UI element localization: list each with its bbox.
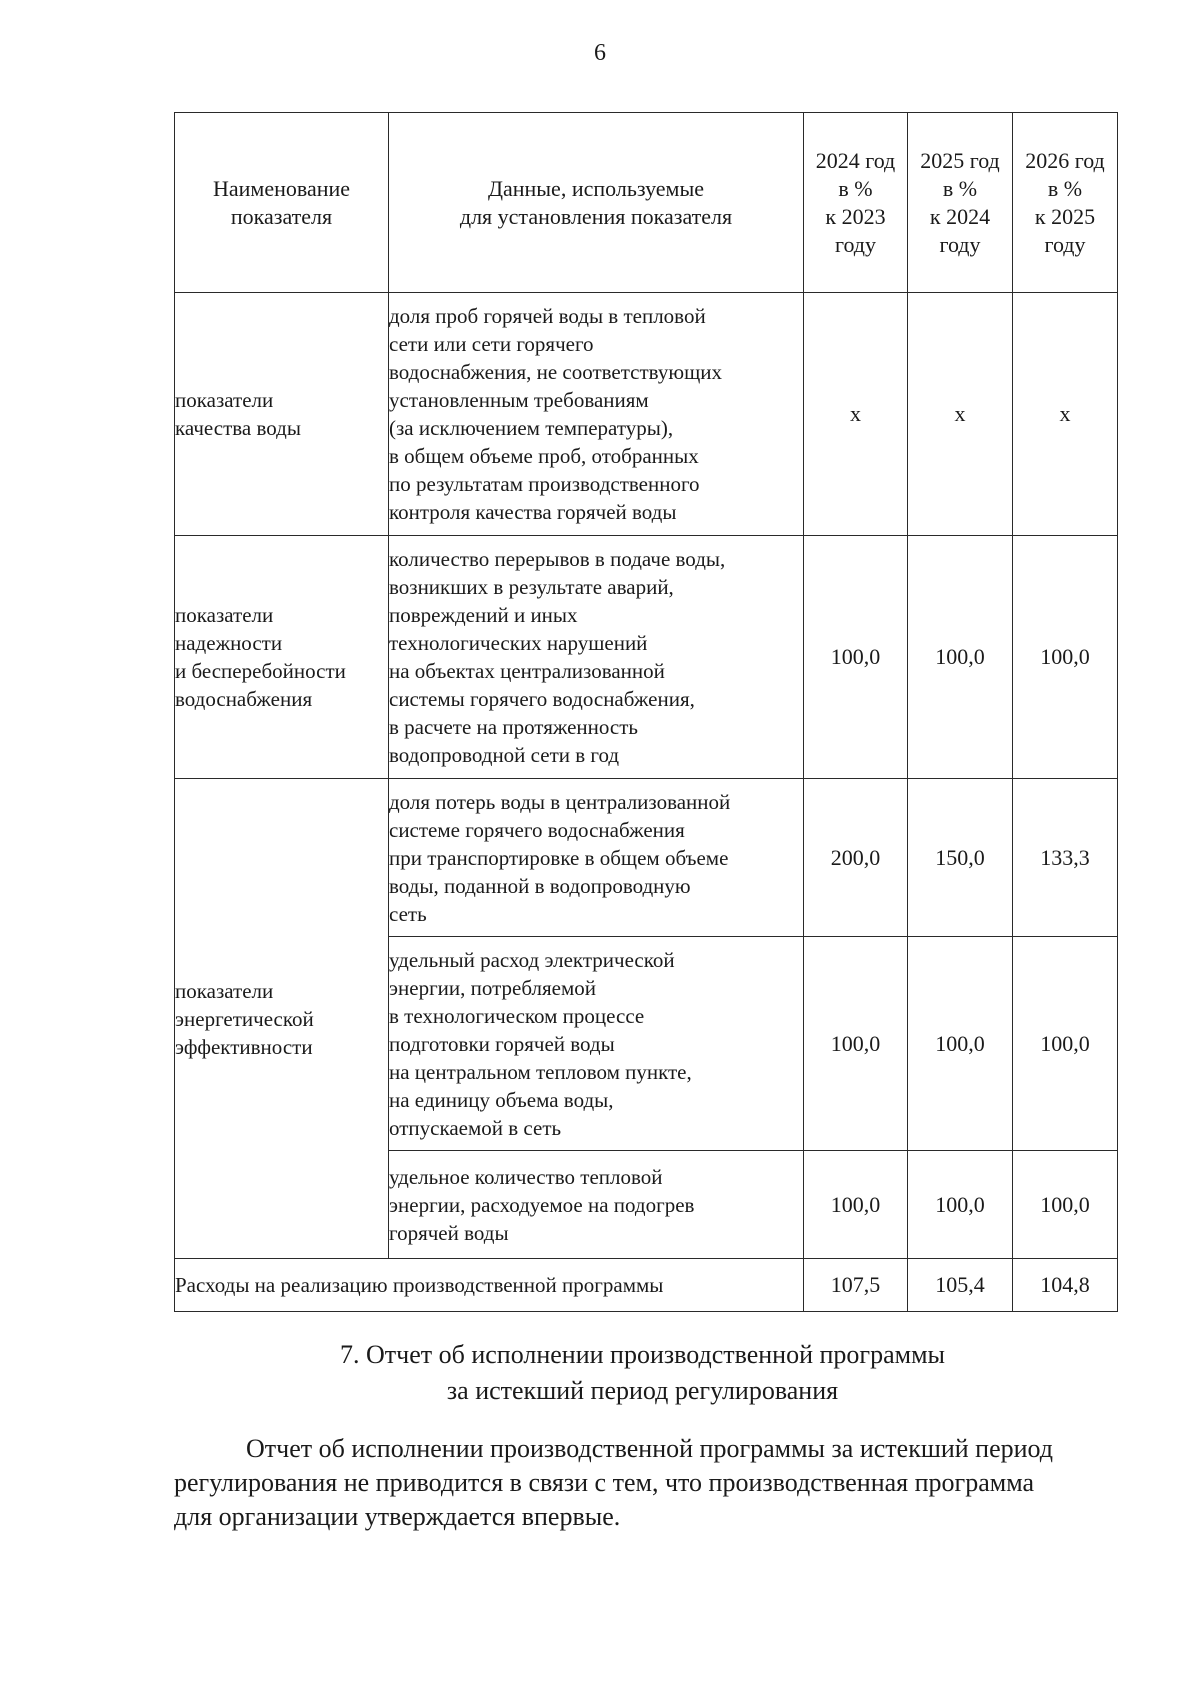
- text-line: в технологическом процессе: [389, 1003, 645, 1028]
- value-2024-cell: x: [804, 293, 908, 536]
- value-2026-cell: x: [1013, 293, 1118, 536]
- header-data-cell: [389, 113, 804, 293]
- text-line: воды, поданной в водопроводную: [389, 873, 691, 898]
- value-2024-cell: 100,0: [804, 1151, 908, 1259]
- text-line: подготовки горячей воды: [389, 1031, 615, 1056]
- value-2026-cell: 133,3: [1013, 779, 1118, 937]
- text-line: водоснабжения, не соответствующих: [389, 360, 722, 384]
- text-line: энергетической: [175, 1006, 314, 1031]
- table-header-row: [175, 113, 1118, 293]
- header-2025-cell: [908, 113, 1013, 293]
- text-line: эффективности: [175, 1034, 313, 1059]
- total-2024-cell: 107,5: [804, 1259, 908, 1312]
- indicators-table: [174, 112, 1118, 1312]
- text-line: системе горячего водоснабжения: [389, 817, 685, 842]
- text-line: водопроводной сети в год: [389, 743, 620, 767]
- text-line: 2024 год: [815, 147, 896, 173]
- text-line: показатели: [175, 603, 274, 627]
- text-line: показатели: [175, 388, 274, 412]
- text-line: показатели: [175, 978, 274, 1003]
- text-line: отпускаемой в сеть: [389, 1115, 562, 1140]
- text-line: количество перерывов в подаче воды,: [389, 547, 726, 571]
- paragraph-line: регулирования не приводится в связи с тем, что производственная программа: [174, 1468, 1035, 1497]
- text-line: при транспортировке в общем объеме: [389, 845, 729, 870]
- text-line: доля проб горячей воды в тепловой: [389, 304, 706, 328]
- text-line: Наименование: [212, 175, 351, 201]
- value-2025-cell: x: [908, 293, 1013, 536]
- group-reliability-cell: [175, 536, 389, 779]
- text-line: на единицу объема воды,: [389, 1087, 614, 1112]
- text-line: в общем объеме проб, отобранных: [389, 444, 699, 468]
- value-2026-cell: 100,0: [1013, 1151, 1118, 1259]
- text-line: удельное количество тепловой: [389, 1164, 663, 1189]
- indicator-data-cell: [389, 1151, 804, 1259]
- indicator-data-cell: [389, 937, 804, 1151]
- text-line: энергии, расходуемое на подогрев: [389, 1192, 695, 1217]
- section-title: [0, 1337, 1200, 1409]
- indicator-data-cell: [389, 293, 804, 536]
- text-line: для установления показателя: [459, 203, 733, 229]
- text-line: сети или сети горячего: [389, 332, 594, 356]
- value-2026-cell: 100,0: [1013, 937, 1118, 1151]
- text-line: 7. Отчет об исполнении производственной программы: [339, 1340, 946, 1369]
- text-line: в расчете на протяженность: [389, 715, 638, 739]
- value-2024-cell: 200,0: [804, 779, 908, 937]
- indicator-data-cell: [389, 779, 804, 937]
- text-line: в %: [838, 175, 873, 201]
- text-line: (за исключением температуры),: [389, 416, 674, 440]
- table-row: [175, 536, 1118, 779]
- indicator-data-cell: [389, 536, 804, 779]
- text-line: горячей воды: [389, 1220, 509, 1245]
- text-line: качества воды: [175, 416, 301, 440]
- text-line: технологических нарушений: [389, 631, 648, 655]
- text-line: году: [834, 231, 877, 257]
- table-row: [175, 293, 1118, 536]
- value-2025-cell: 100,0: [908, 536, 1013, 779]
- text-line: энергии, потребляемой: [389, 975, 597, 1000]
- text-line: к 2025: [1034, 203, 1096, 229]
- value-2025-cell: 150,0: [908, 779, 1013, 937]
- text-line: контроля качества горячей воды: [389, 500, 677, 524]
- page-number: 6: [594, 40, 606, 66]
- table-row: [175, 779, 1118, 937]
- text-line: возникших в результате аварий,: [389, 575, 674, 599]
- value-2025-cell: 100,0: [908, 1151, 1013, 1259]
- text-line: за истекший период регулирования: [446, 1376, 839, 1405]
- text-line: году: [939, 231, 981, 257]
- group-energy-cell: [175, 779, 389, 1259]
- text-line: водоснабжения: [175, 687, 313, 711]
- section-paragraph: [174, 1432, 1120, 1534]
- value-2026-cell: 100,0: [1013, 536, 1118, 779]
- text-line: к 2024: [929, 203, 991, 229]
- header-2026-cell: [1013, 113, 1118, 293]
- text-line: сеть: [389, 901, 427, 926]
- text-line: удельный расход электрической: [389, 947, 675, 972]
- text-line: установленным требованиям: [389, 388, 649, 412]
- text-line: по результатам производственного: [389, 472, 700, 496]
- text-line: к 2023: [825, 203, 886, 229]
- text-line: показателя: [230, 203, 333, 229]
- total-label-cell: Расходы на реализацию производственной программы: [175, 1259, 804, 1312]
- header-name-cell: [175, 113, 389, 293]
- text-line: и бесперебойности: [175, 659, 346, 683]
- text-line: 2025 год: [920, 147, 1000, 173]
- text-line: надежности: [175, 631, 283, 655]
- value-2024-cell: 100,0: [804, 536, 908, 779]
- text-line: году: [1044, 231, 1086, 257]
- text-line: в %: [1047, 175, 1083, 201]
- group-quality-cell: [175, 293, 389, 536]
- paragraph-line: Отчет об исполнении производственной программы за истекший период: [246, 1434, 1054, 1463]
- text-line: повреждений и иных: [389, 603, 578, 627]
- text-line: системы горячего водоснабжения,: [389, 687, 695, 711]
- text-line: на объектах централизованной: [389, 659, 665, 683]
- value-2025-cell: 100,0: [908, 937, 1013, 1151]
- total-2025-cell: 105,4: [908, 1259, 1013, 1312]
- header-2024-cell: [804, 113, 908, 293]
- text-line: в %: [942, 175, 978, 201]
- text-line: доля потерь воды в централизованной: [389, 789, 731, 814]
- text-line: 2026 год: [1025, 147, 1105, 173]
- table-total-row: [175, 1259, 1118, 1312]
- total-2026-cell: 104,8: [1013, 1259, 1118, 1312]
- text-line: Данные, используемые: [487, 175, 705, 201]
- value-2024-cell: 100,0: [804, 937, 908, 1151]
- text-line: на центральном тепловом пункте,: [389, 1059, 692, 1084]
- paragraph-line: для организации утверждается впервые.: [174, 1502, 621, 1531]
